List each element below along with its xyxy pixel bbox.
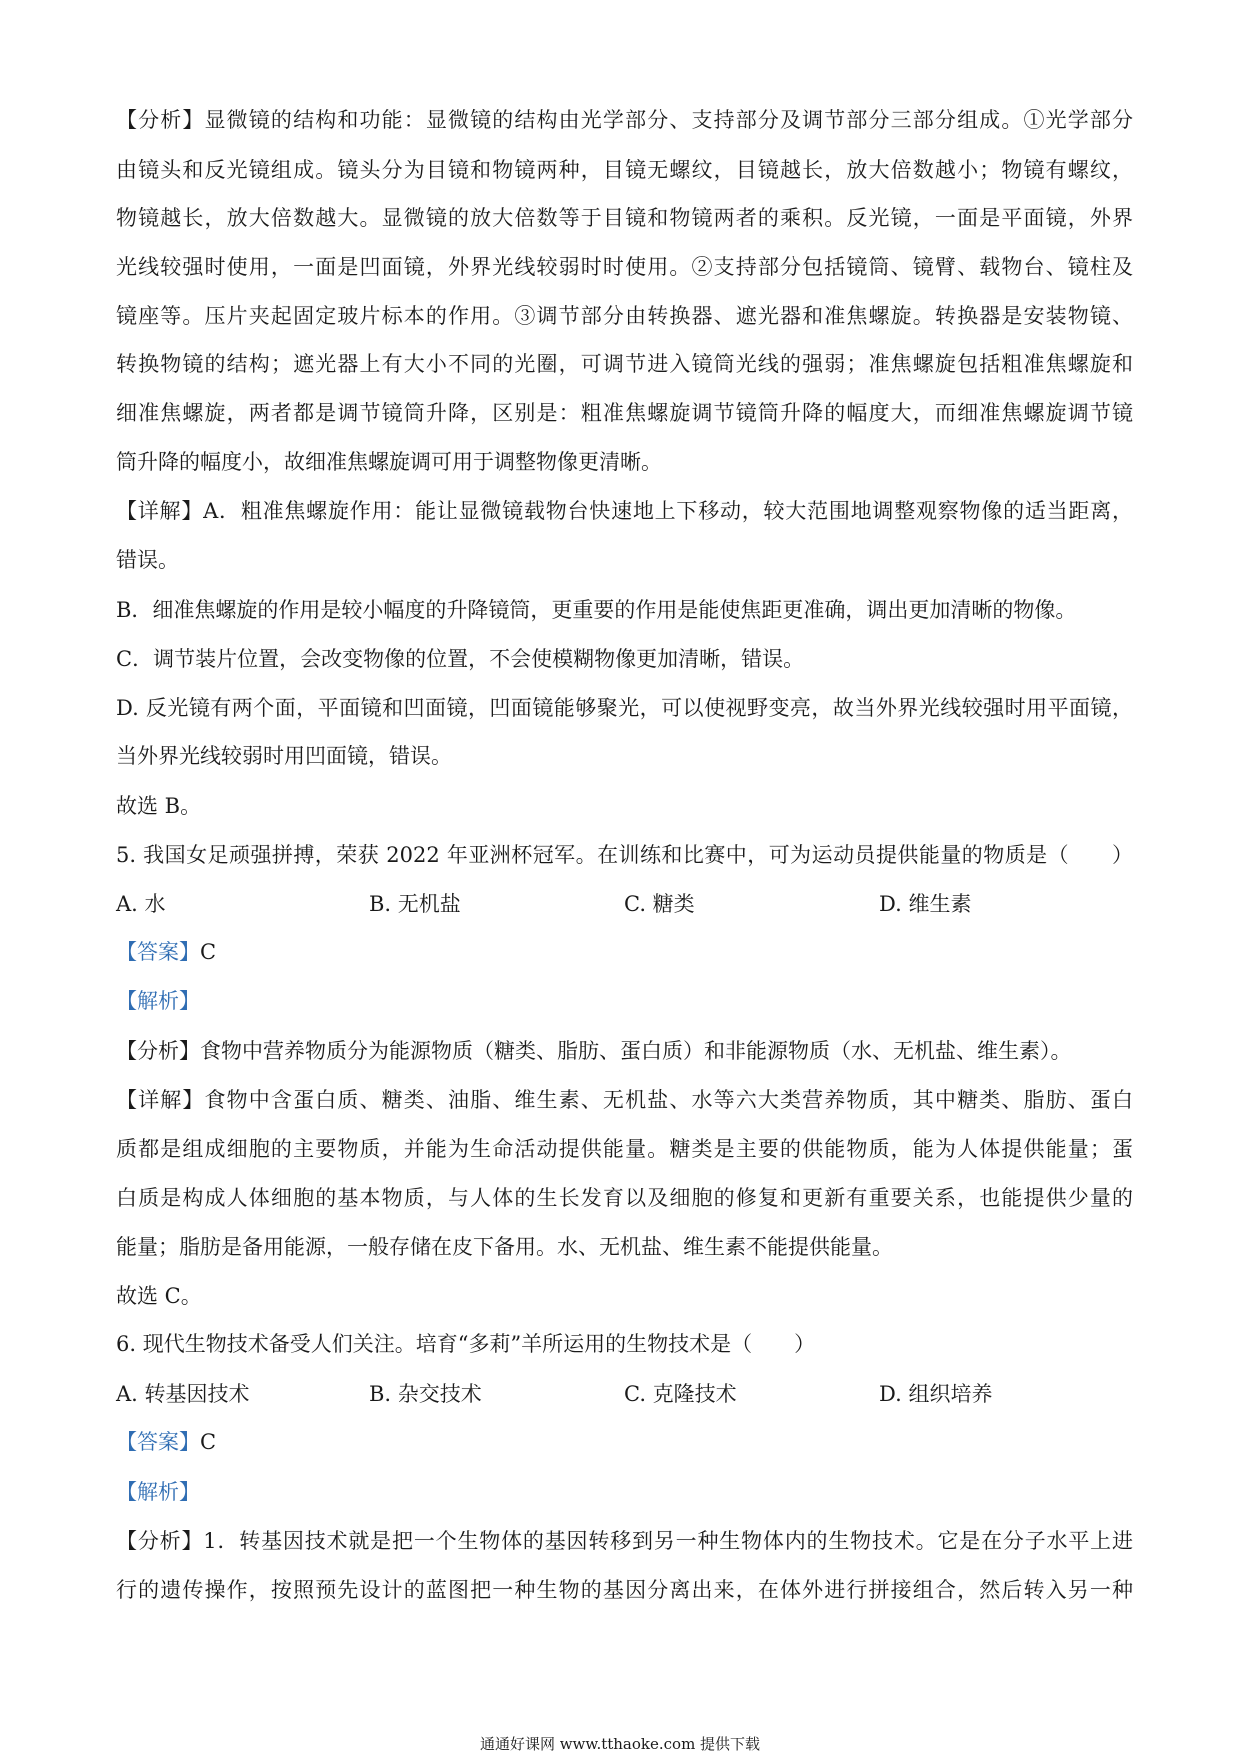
q5-answer-line bbox=[116, 937, 1133, 967]
answer-label: 【答案】 bbox=[116, 1430, 200, 1454]
q4-detail-line: B．细准焦螺旋的作用是较小幅度的升降镜筒，更重要的作用是能使焦距更准确，调出更加清晰的物像。 bbox=[116, 598, 1077, 622]
q5-detail-line: 质都是组成细胞的主要物质，并能为生命活动提供能量。糖类是主要的供能物质，能为人体提供能量；蛋 bbox=[116, 1137, 1133, 1161]
q5-option-c: C. 糖类 bbox=[624, 892, 695, 916]
q5-conclusion: 故选 C。 bbox=[116, 1284, 202, 1308]
q4-analysis-line: 筒升降的幅度小，故细准焦螺旋调可用于调整物像更清晰。 bbox=[116, 450, 662, 474]
q4-detail-line: 【详解】A．粗准焦螺旋作用：能让显微镜载物台快速地上下移动，较大范围地调整观察物像的适当距离， bbox=[116, 499, 1133, 523]
answer-label: 【答案】 bbox=[116, 940, 200, 964]
q4-analysis-line: 镜座等。压片夹起固定玻片标本的作用。③调节部分由转换器、遮光器和准焦螺旋。转换器是安装物镜、 bbox=[116, 304, 1133, 328]
q5-options bbox=[116, 889, 1133, 919]
q4-conclusion: 故选 B。 bbox=[116, 794, 202, 818]
q6-option-c: C. 克隆技术 bbox=[624, 1382, 737, 1406]
q4-analysis-line: 由镜头和反光镜组成。镜头分为目镜和物镜两种，目镜无螺纹，目镜越长，放大倍数越小；物镜有螺纹， bbox=[116, 158, 1133, 182]
q5-detail-line: 白质是构成人体细胞的基本物质，与人体的生长发育以及细胞的修复和更新有重要关系，也能提供少量的 bbox=[116, 1186, 1133, 1210]
explanation-label: 【解析】 bbox=[116, 1480, 200, 1504]
q5-detail-line: 能量；脂肪是备用能源，一般存储在皮下备用。水、无机盐、维生素不能提供能量。 bbox=[116, 1235, 893, 1259]
q5-detail-line: 【详解】食物中含蛋白质、糖类、油脂、维生素、无机盐、水等六大类营养物质，其中糖类、脂肪、蛋白 bbox=[116, 1088, 1133, 1112]
q5-option-d: D. 维生素 bbox=[879, 892, 972, 916]
answer-value: C bbox=[200, 940, 217, 964]
q6-option-a: A. 转基因技术 bbox=[116, 1382, 250, 1406]
q4-analysis-line: 物镜越长，放大倍数越大。显微镜的放大倍数等于目镜和物镜两者的乘积。反光镜，一面是平面镜，外界 bbox=[116, 206, 1133, 230]
answer-value: C bbox=[200, 1430, 217, 1454]
q6-option-d: D. 组织培养 bbox=[879, 1382, 993, 1406]
q6-option-b: B. 杂交技术 bbox=[369, 1382, 482, 1406]
page-footer: 通通好课网 www.tthaoke.com 提供下载 bbox=[479, 1735, 761, 1753]
q4-detail-line: D. 反光镜有两个面，平面镜和凹面镜，凹面镜能够聚光，可以使视野变亮，故当外界光线较强时用平面镜， bbox=[116, 696, 1133, 720]
q4-analysis-line: 光线较强时使用，一面是凹面镜，外界光线较弱时时使用。②支持部分包括镜筒、镜臂、载物台、镜柱及 bbox=[116, 255, 1133, 279]
q5-option-b: B. 无机盐 bbox=[369, 892, 461, 916]
q4-analysis-line: 【分析】显微镜的结构和功能：显微镜的结构由光学部分、支持部分及调节部分三部分组成。①光学部分 bbox=[116, 108, 1133, 132]
q6-stem: 6. 现代生物技术备受人们关注。培育“多莉”羊所运用的生物技术是（ ） bbox=[116, 1332, 816, 1356]
q6-options bbox=[116, 1379, 1133, 1409]
q4-analysis-line: 细准焦螺旋，两者都是调节镜筒升降，区别是：粗准焦螺旋调节镜筒升降的幅度大，而细准焦螺旋调节镜 bbox=[116, 401, 1133, 425]
q4-analysis-line: 转换物镜的结构；遮光器上有大小不同的光圈，可调节进入镜筒光线的强弱；准焦螺旋包括粗准焦螺旋和 bbox=[116, 352, 1133, 376]
q5-option-a: A. 水 bbox=[116, 892, 166, 916]
q6-explanation-label bbox=[116, 1477, 1133, 1507]
q5-stem: 5. 我国女足顽强拼搏，荣获 2022 年亚洲杯冠军。在训练和比赛中，可为运动员提供能量的物质是（ ） bbox=[116, 843, 1133, 867]
q4-detail-line: 当外界光线较弱时用凹面镜，错误。 bbox=[116, 744, 452, 768]
q4-detail-line: 错误。 bbox=[116, 548, 179, 572]
q5-explanation-label bbox=[116, 986, 1133, 1016]
explanation-label: 【解析】 bbox=[116, 989, 200, 1013]
q6-analysis-line: 【分析】1．转基因技术就是把一个生物体的基因转移到另一种生物体内的生物技术。它是在分子水平上进 bbox=[116, 1529, 1133, 1553]
q4-detail-line: C．调节装片位置，会改变物像的位置，不会使模糊物像更加清晰，错误。 bbox=[116, 647, 805, 671]
q6-analysis-line: 行的遗传操作，按照预先设计的蓝图把一种生物的基因分离出来，在体外进行拼接组合，然后转入另一种 bbox=[116, 1578, 1133, 1602]
q5-analysis: 【分析】食物中营养物质分为能源物质（糖类、脂肪、蛋白质）和非能源物质（水、无机盐、维生素）。 bbox=[116, 1039, 1072, 1063]
q6-answer-line bbox=[116, 1427, 1133, 1457]
